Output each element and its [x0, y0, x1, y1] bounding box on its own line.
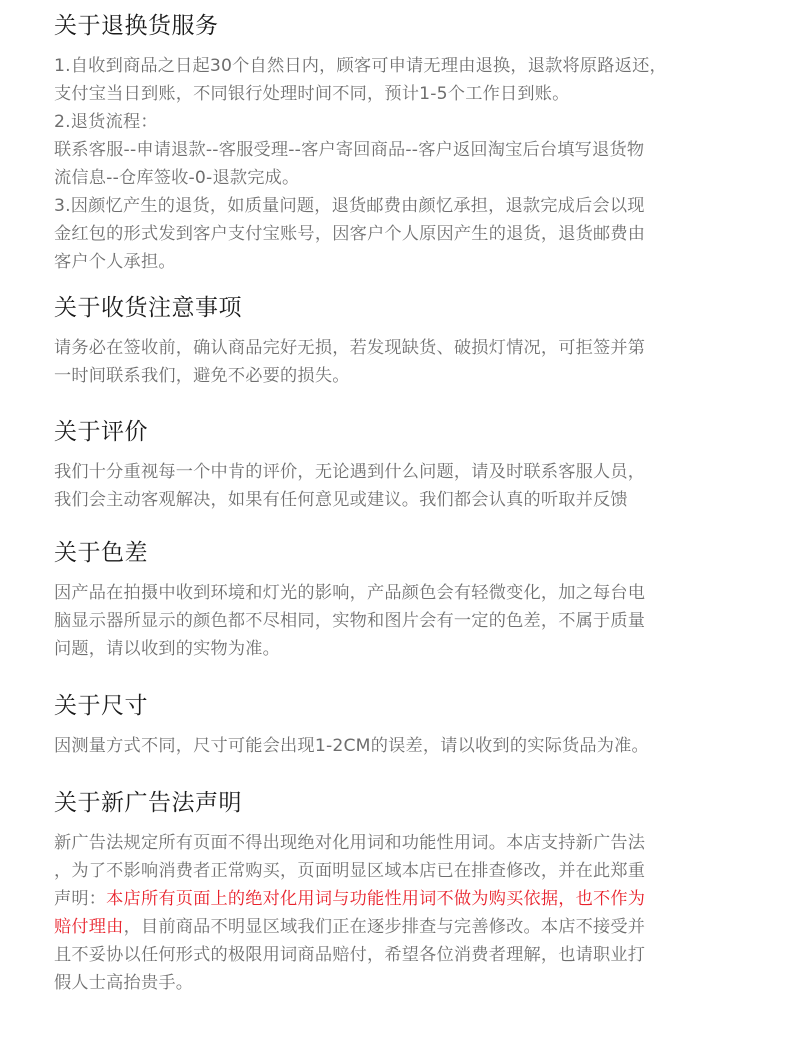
- returns-line: 3.因颜忆产生的退货，如质量问题，退货邮费由颜忆承担，退款完成后会以现: [54, 196, 645, 216]
- returns-line: 客户个人承担。: [54, 252, 176, 272]
- returns-line: 1.自收到商品之日起30个自然日内，顾客可申请无理由退换，退款将原路返还，: [54, 56, 667, 76]
- receipt-title: 关于收货注意事项: [54, 295, 242, 321]
- ad-law-highlight: 本店所有页面上的绝对化用词与功能性用词不做为购买依据，也不作为: [106, 889, 646, 909]
- returns-line: 联系客服--申请退款--客服受理--客户寄回商品--客户返回淘宝后台填写退货物: [54, 140, 645, 160]
- ad-law-line: 新广告法规定所有页面不得出现绝对化用词和功能性用词。本店支持新广告法: [54, 833, 646, 853]
- review-section: [54, 414, 645, 514]
- ad-law-line: [54, 885, 645, 913]
- ad-law-highlight: 赔付理由: [54, 917, 124, 937]
- review-line: 我们会主动客观解决，如果有任何意见或建议。我们都会认真的听取并反馈: [54, 490, 628, 510]
- color-difference-line: 因产品在拍摄中收到环境和灯光的影响，产品颜色会有轻微变化，加之每台电: [54, 583, 646, 603]
- color-difference-line: 脑显示器所显示的颜色都不尽相同，实物和图片会有一定的色差，不属于质量: [54, 611, 646, 631]
- ad-law-line: 且不妥协以任何形式的极限用词商品赔付，希望各位消费者理解，也请职业打: [54, 945, 646, 965]
- returns-line: 流信息--仓库签收-0-退款完成。: [54, 168, 300, 188]
- receipt-line: 一时间联系我们，避免不必要的损失。: [54, 366, 350, 386]
- color-difference-line: 问题，请以收到的实物为准。: [54, 639, 281, 659]
- review-line: 我们十分重视每一个中肯的评价，无论遇到什么问题，请及时联系客服人员，: [54, 462, 646, 482]
- ad-law-text: [54, 829, 645, 997]
- ad-law-title: 关于新广告法声明: [54, 790, 242, 816]
- review-title: 关于评价: [54, 419, 148, 445]
- ad-law-line: [54, 913, 645, 941]
- ad-law-section: [54, 785, 645, 997]
- size-line: 因测量方式不同，尺寸可能会出现1-2CM的误差，请以收到的实际货品为准。: [54, 736, 649, 756]
- receipt-section: [54, 290, 645, 390]
- returns-line: 支付宝当日到账，不同银行处理时间不同，预计1-5个工作日到账。: [54, 84, 570, 104]
- ad-law-line: 假人士高抬贵手。: [54, 973, 194, 993]
- ad-law-line-rest: ，目前商品不明显区域我们正在逐步排查与完善修改。本店不接受并: [123, 917, 646, 937]
- ad-law-line: ，为了不影响消费者正常购买，页面明显区域本店已在排查修改，并在此郑重: [54, 861, 646, 881]
- color-difference-text: [54, 579, 645, 663]
- returns-text: [54, 52, 667, 276]
- receipt-line: 请务必在签收前，确认商品完好无损，若发现缺货、破损灯情况，可拒签并第: [54, 338, 646, 358]
- size-title: 关于尺寸: [54, 693, 148, 719]
- receipt-text: [54, 334, 645, 390]
- returns-title: 关于退换货服务: [54, 13, 219, 39]
- returns-line: 2.退货流程：: [54, 112, 158, 132]
- size-section: [54, 688, 649, 760]
- size-text: [54, 732, 649, 760]
- returns-line: 金红包的形式发到客户支付宝账号，因客户个人原因产生的退货，退货邮费由: [54, 224, 646, 244]
- review-text: [54, 458, 645, 514]
- returns-section: [54, 8, 667, 276]
- color-difference-title: 关于色差: [54, 540, 148, 566]
- color-difference-section: [54, 535, 645, 663]
- ad-law-declaration-prefix: 声明：: [54, 889, 107, 909]
